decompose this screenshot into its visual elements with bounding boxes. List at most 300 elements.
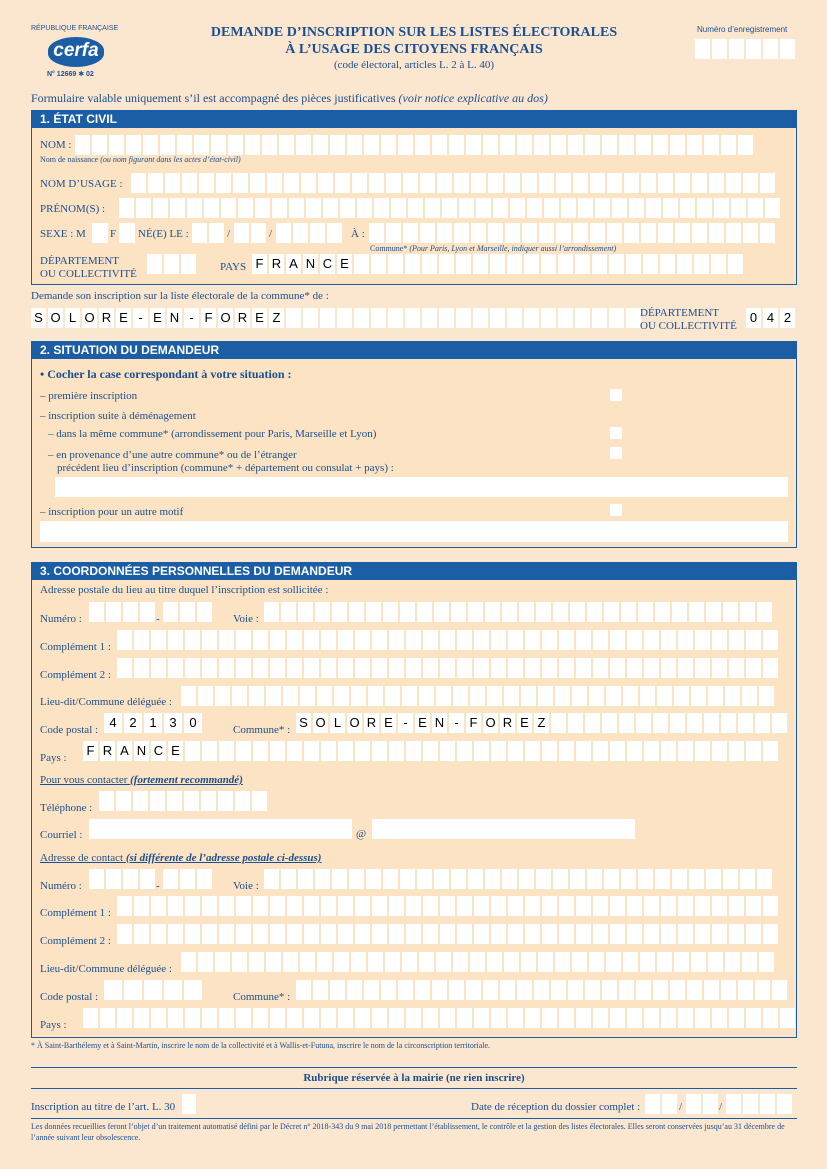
char-cell[interactable]: [607, 223, 622, 243]
char-cell[interactable]: [432, 135, 447, 155]
char-cell[interactable]: [757, 869, 772, 889]
char-cell[interactable]: [517, 980, 532, 1000]
char-cell[interactable]: [726, 173, 741, 193]
char-cell[interactable]: [555, 686, 570, 706]
char-cell[interactable]: [553, 869, 568, 889]
char-cell[interactable]: [491, 658, 506, 678]
meme-commune-checkbox[interactable]: [610, 427, 622, 439]
contact-numero-ext-cells[interactable]: [163, 869, 214, 889]
char-cell[interactable]: [678, 658, 693, 678]
char-cell[interactable]: [487, 686, 502, 706]
prenom-cells[interactable]: [119, 198, 782, 218]
telephone-cells[interactable]: [99, 791, 269, 811]
char-cell[interactable]: [748, 198, 763, 218]
char-cell[interactable]: [644, 1008, 659, 1028]
birth-month-cells[interactable]: [234, 223, 268, 243]
char-cell[interactable]: [298, 602, 313, 622]
char-cell[interactable]: [270, 741, 285, 761]
numero-cells[interactable]: [89, 602, 157, 622]
char-cell[interactable]: [559, 1008, 574, 1028]
char-cell[interactable]: [466, 980, 481, 1000]
char-cell[interactable]: [553, 602, 568, 622]
char-cell[interactable]: [627, 741, 642, 761]
char-cell[interactable]: [559, 741, 574, 761]
char-cell[interactable]: [604, 869, 619, 889]
char-cell[interactable]: [595, 198, 610, 218]
char-cell[interactable]: [473, 308, 488, 328]
char-cell[interactable]: [638, 602, 653, 622]
char-cell[interactable]: E: [150, 308, 165, 328]
char-cell[interactable]: [576, 1008, 591, 1028]
char-cell[interactable]: [423, 1008, 438, 1028]
char-cell[interactable]: [286, 308, 301, 328]
char-cell[interactable]: [245, 135, 260, 155]
char-cell[interactable]: [551, 980, 566, 1000]
char-cell[interactable]: [544, 198, 559, 218]
char-cell[interactable]: [364, 135, 379, 155]
char-cell[interactable]: -: [133, 308, 148, 328]
char-cell[interactable]: [609, 308, 624, 328]
char-cell[interactable]: N: [167, 308, 182, 328]
char-cell[interactable]: [672, 869, 687, 889]
char-cell[interactable]: F: [466, 713, 481, 733]
char-cell[interactable]: [318, 173, 333, 193]
char-cell[interactable]: [593, 896, 608, 916]
char-cell[interactable]: [678, 924, 693, 944]
char-cell[interactable]: O: [48, 308, 63, 328]
char-cell[interactable]: [502, 602, 517, 622]
char-cell[interactable]: [731, 198, 746, 218]
char-cell[interactable]: [374, 198, 389, 218]
char-cell[interactable]: [415, 135, 430, 155]
char-cell[interactable]: [521, 952, 536, 972]
birth-place-cells[interactable]: [369, 223, 777, 243]
char-cell[interactable]: 0: [184, 713, 202, 733]
char-cell[interactable]: [661, 1008, 676, 1028]
char-cell[interactable]: [640, 686, 655, 706]
char-cell[interactable]: [629, 198, 644, 218]
char-cell[interactable]: [432, 980, 447, 1000]
birth-year-cells[interactable]: [276, 223, 344, 243]
char-cell[interactable]: [743, 223, 758, 243]
char-cell[interactable]: [388, 254, 403, 274]
char-cell[interactable]: [680, 198, 695, 218]
char-cell[interactable]: [332, 602, 347, 622]
char-cell[interactable]: N: [432, 713, 447, 733]
char-cell[interactable]: [202, 896, 217, 916]
char-cell[interactable]: [406, 741, 421, 761]
char-cell[interactable]: [330, 980, 345, 1000]
char-cell[interactable]: [687, 135, 702, 155]
char-cell[interactable]: [694, 254, 709, 274]
char-cell[interactable]: [627, 630, 642, 650]
char-cell[interactable]: [539, 223, 554, 243]
char-cell[interactable]: [457, 924, 472, 944]
char-cell[interactable]: [655, 602, 670, 622]
char-cell[interactable]: [653, 980, 668, 1000]
char-cell[interactable]: [321, 630, 336, 650]
char-cell[interactable]: [296, 980, 311, 1000]
char-cell[interactable]: [704, 135, 719, 155]
lieu-dit-cells[interactable]: [181, 686, 776, 706]
char-cell[interactable]: [725, 686, 740, 706]
char-cell[interactable]: [151, 658, 166, 678]
char-cell[interactable]: [354, 308, 369, 328]
char-cell[interactable]: [729, 896, 744, 916]
char-cell[interactable]: [542, 1008, 557, 1028]
char-cell[interactable]: [663, 198, 678, 218]
char-cell[interactable]: [627, 1008, 642, 1028]
char-cell[interactable]: [355, 630, 370, 650]
char-cell[interactable]: [349, 869, 364, 889]
char-cell[interactable]: [134, 630, 149, 650]
char-cell[interactable]: [641, 173, 656, 193]
char-cell[interactable]: [457, 630, 472, 650]
char-cell[interactable]: [619, 980, 634, 1000]
char-cell[interactable]: [385, 952, 400, 972]
char-cell[interactable]: [729, 1008, 744, 1028]
char-cell[interactable]: [474, 658, 489, 678]
voie-cells[interactable]: [264, 602, 774, 622]
char-cell[interactable]: [313, 980, 328, 1000]
char-cell[interactable]: O: [82, 308, 97, 328]
char-cell[interactable]: [194, 135, 209, 155]
char-cell[interactable]: [474, 1008, 489, 1028]
char-cell[interactable]: [351, 686, 366, 706]
char-cell[interactable]: [406, 658, 421, 678]
char-cell[interactable]: [270, 658, 285, 678]
char-cell[interactable]: [136, 198, 151, 218]
char-cell[interactable]: [420, 223, 435, 243]
char-cell[interactable]: [134, 658, 149, 678]
contact-complement-2-cells[interactable]: [117, 924, 780, 944]
char-cell[interactable]: [449, 135, 464, 155]
complement-1-cells[interactable]: [117, 630, 780, 650]
char-cell[interactable]: [354, 254, 369, 274]
char-cell[interactable]: [621, 602, 636, 622]
char-cell[interactable]: N: [134, 741, 149, 761]
char-cell[interactable]: [505, 173, 520, 193]
char-cell[interactable]: [723, 602, 738, 622]
char-cell[interactable]: [610, 1008, 625, 1028]
char-cell[interactable]: [624, 223, 639, 243]
char-cell[interactable]: O: [313, 713, 328, 733]
char-cell[interactable]: [610, 741, 625, 761]
char-cell[interactable]: [507, 308, 522, 328]
char-cell[interactable]: [459, 198, 474, 218]
char-cell[interactable]: [502, 869, 517, 889]
char-cell[interactable]: [151, 630, 166, 650]
char-cell[interactable]: [746, 741, 761, 761]
char-cell[interactable]: [576, 896, 591, 916]
char-cell[interactable]: [355, 896, 370, 916]
char-cell[interactable]: [417, 602, 432, 622]
char-cell[interactable]: [323, 198, 338, 218]
char-cell[interactable]: [590, 173, 605, 193]
char-cell[interactable]: [517, 135, 532, 155]
char-cell[interactable]: [270, 896, 285, 916]
char-cell[interactable]: [644, 658, 659, 678]
char-cell[interactable]: [541, 254, 556, 274]
char-cell[interactable]: [476, 198, 491, 218]
birth-country-cells[interactable]: [252, 254, 745, 274]
char-cell[interactable]: [593, 1008, 608, 1028]
char-cell[interactable]: [405, 308, 420, 328]
char-cell[interactable]: [551, 713, 566, 733]
char-cell[interactable]: [619, 713, 634, 733]
char-cell[interactable]: [572, 686, 587, 706]
char-cell[interactable]: [338, 924, 353, 944]
char-cell[interactable]: [470, 686, 485, 706]
char-cell[interactable]: [304, 741, 319, 761]
char-cell[interactable]: [405, 254, 420, 274]
char-cell[interactable]: [338, 741, 353, 761]
char-cell[interactable]: [423, 741, 438, 761]
char-cell[interactable]: [593, 924, 608, 944]
char-cell[interactable]: [593, 658, 608, 678]
char-cell[interactable]: [385, 686, 400, 706]
char-cell[interactable]: [338, 896, 353, 916]
char-cell[interactable]: L: [330, 713, 345, 733]
char-cell[interactable]: [287, 896, 302, 916]
char-cell[interactable]: [689, 869, 704, 889]
char-cell[interactable]: E: [337, 254, 352, 274]
complement-2-cells[interactable]: [117, 658, 780, 678]
char-cell[interactable]: [556, 173, 571, 193]
char-cell[interactable]: [402, 686, 417, 706]
char-cell[interactable]: [709, 223, 724, 243]
char-cell[interactable]: [199, 173, 214, 193]
char-cell[interactable]: E: [517, 713, 532, 733]
char-cell[interactable]: [610, 630, 625, 650]
char-cell[interactable]: [117, 896, 132, 916]
char-cell[interactable]: [592, 308, 607, 328]
char-cell[interactable]: [510, 198, 525, 218]
char-cell[interactable]: [289, 198, 304, 218]
char-cell[interactable]: [456, 254, 471, 274]
char-cell[interactable]: [609, 254, 624, 274]
char-cell[interactable]: [262, 135, 277, 155]
char-cell[interactable]: 2: [780, 308, 795, 328]
char-cell[interactable]: [238, 198, 253, 218]
char-cell[interactable]: [134, 896, 149, 916]
commune-cells[interactable]: [296, 713, 789, 733]
char-cell[interactable]: [534, 135, 549, 155]
char-cell[interactable]: C: [320, 254, 335, 274]
premiere-checkbox[interactable]: [610, 389, 622, 401]
char-cell[interactable]: [708, 686, 723, 706]
char-cell[interactable]: [636, 980, 651, 1000]
char-cell[interactable]: [236, 1008, 251, 1028]
char-cell[interactable]: [391, 198, 406, 218]
char-cell[interactable]: [474, 924, 489, 944]
char-cell[interactable]: [471, 223, 486, 243]
char-cell[interactable]: [284, 173, 299, 193]
char-cell[interactable]: [369, 173, 384, 193]
char-cell[interactable]: [279, 135, 294, 155]
char-cell[interactable]: [321, 924, 336, 944]
char-cell[interactable]: R: [235, 308, 250, 328]
char-cell[interactable]: [453, 686, 468, 706]
char-cell[interactable]: [388, 308, 403, 328]
char-cell[interactable]: L: [65, 308, 80, 328]
char-cell[interactable]: 2: [124, 713, 142, 733]
char-cell[interactable]: [640, 952, 655, 972]
char-cell[interactable]: [355, 1008, 370, 1028]
char-cell[interactable]: 0: [746, 308, 761, 328]
char-cell[interactable]: [653, 135, 668, 155]
char-cell[interactable]: [576, 741, 591, 761]
char-cell[interactable]: [646, 198, 661, 218]
char-cell[interactable]: [321, 896, 336, 916]
char-cell[interactable]: [321, 658, 336, 678]
char-cell[interactable]: [468, 602, 483, 622]
char-cell[interactable]: [522, 223, 537, 243]
char-cell[interactable]: [151, 1008, 166, 1028]
char-cell[interactable]: [117, 1008, 132, 1028]
char-cell[interactable]: [714, 198, 729, 218]
char-cell[interactable]: [542, 896, 557, 916]
char-cell[interactable]: [604, 602, 619, 622]
char-cell[interactable]: [589, 686, 604, 706]
char-cell[interactable]: [304, 924, 319, 944]
char-cell[interactable]: [558, 308, 573, 328]
char-cell[interactable]: [177, 135, 192, 155]
char-cell[interactable]: [746, 1008, 761, 1028]
char-cell[interactable]: [287, 1008, 302, 1028]
char-cell[interactable]: [301, 173, 316, 193]
char-cell[interactable]: [691, 952, 706, 972]
char-cell[interactable]: [524, 308, 539, 328]
char-cell[interactable]: [437, 173, 452, 193]
char-cell[interactable]: [661, 741, 676, 761]
char-cell[interactable]: [524, 254, 539, 274]
char-cell[interactable]: [712, 896, 727, 916]
char-cell[interactable]: [434, 602, 449, 622]
char-cell[interactable]: [296, 135, 311, 155]
char-cell[interactable]: [706, 602, 721, 622]
char-cell[interactable]: [406, 630, 421, 650]
char-cell[interactable]: [674, 686, 689, 706]
char-cell[interactable]: [219, 658, 234, 678]
char-cell[interactable]: [542, 630, 557, 650]
char-cell[interactable]: C: [151, 741, 166, 761]
char-cell[interactable]: [558, 254, 573, 274]
char-cell[interactable]: [556, 223, 571, 243]
char-cell[interactable]: [306, 198, 321, 218]
char-cell[interactable]: [338, 658, 353, 678]
char-cell[interactable]: [508, 741, 523, 761]
char-cell[interactable]: [357, 198, 372, 218]
char-cell[interactable]: R: [269, 254, 284, 274]
char-cell[interactable]: [490, 254, 505, 274]
char-cell[interactable]: [602, 980, 617, 1000]
char-cell[interactable]: [83, 1008, 98, 1028]
char-cell[interactable]: [738, 980, 753, 1000]
char-cell[interactable]: [712, 924, 727, 944]
char-cell[interactable]: [457, 1008, 472, 1028]
char-cell[interactable]: [457, 896, 472, 916]
char-cell[interactable]: [536, 869, 551, 889]
char-cell[interactable]: [504, 952, 519, 972]
char-cell[interactable]: [419, 952, 434, 972]
char-cell[interactable]: [491, 924, 506, 944]
char-cell[interactable]: [202, 658, 217, 678]
char-cell[interactable]: [670, 713, 685, 733]
char-cell[interactable]: [423, 630, 438, 650]
char-cell[interactable]: [372, 741, 387, 761]
char-cell[interactable]: [627, 896, 642, 916]
char-cell[interactable]: [672, 602, 687, 622]
char-cell[interactable]: [695, 924, 710, 944]
char-cell[interactable]: [134, 924, 149, 944]
char-cell[interactable]: [712, 1008, 727, 1028]
char-cell[interactable]: [287, 658, 302, 678]
char-cell[interactable]: [423, 924, 438, 944]
char-cell[interactable]: [347, 135, 362, 155]
char-cell[interactable]: [568, 135, 583, 155]
char-cell[interactable]: [298, 869, 313, 889]
char-cell[interactable]: [402, 952, 417, 972]
char-cell[interactable]: [389, 741, 404, 761]
char-cell[interactable]: [728, 254, 743, 274]
contact-complement-1-cells[interactable]: [117, 896, 780, 916]
char-cell[interactable]: [539, 173, 554, 193]
birth-dept-cells[interactable]: [147, 254, 198, 274]
char-cell[interactable]: [270, 1008, 285, 1028]
precedent-lieu-field[interactable]: [55, 477, 788, 497]
char-cell[interactable]: [627, 658, 642, 678]
char-cell[interactable]: [755, 980, 770, 1000]
char-cell[interactable]: [440, 896, 455, 916]
char-cell[interactable]: [398, 135, 413, 155]
char-cell[interactable]: [638, 869, 653, 889]
char-cell[interactable]: [389, 630, 404, 650]
char-cell[interactable]: [485, 602, 500, 622]
char-cell[interactable]: [610, 658, 625, 678]
char-cell[interactable]: [389, 1008, 404, 1028]
char-cell[interactable]: [725, 952, 740, 972]
char-cell[interactable]: [453, 952, 468, 972]
char-cell[interactable]: [624, 173, 639, 193]
char-cell[interactable]: [304, 896, 319, 916]
char-cell[interactable]: [381, 980, 396, 1000]
char-cell[interactable]: [487, 952, 502, 972]
char-cell[interactable]: [772, 713, 787, 733]
char-cell[interactable]: [338, 630, 353, 650]
nom-usage-cells[interactable]: [131, 173, 777, 193]
char-cell[interactable]: 3: [164, 713, 182, 733]
char-cell[interactable]: [500, 980, 515, 1000]
char-cell[interactable]: [585, 713, 600, 733]
char-cell[interactable]: [521, 686, 536, 706]
char-cell[interactable]: [746, 896, 761, 916]
char-cell[interactable]: [746, 658, 761, 678]
char-cell[interactable]: [474, 741, 489, 761]
char-cell[interactable]: N: [303, 254, 318, 274]
char-cell[interactable]: [661, 658, 676, 678]
char-cell[interactable]: [440, 1008, 455, 1028]
char-cell[interactable]: [670, 980, 685, 1000]
char-cell[interactable]: [134, 1008, 149, 1028]
char-cell[interactable]: [692, 223, 707, 243]
char-cell[interactable]: [551, 135, 566, 155]
char-cell[interactable]: [695, 741, 710, 761]
char-cell[interactable]: [670, 135, 685, 155]
char-cell[interactable]: [721, 135, 736, 155]
char-cell[interactable]: [454, 223, 469, 243]
char-cell[interactable]: [542, 741, 557, 761]
